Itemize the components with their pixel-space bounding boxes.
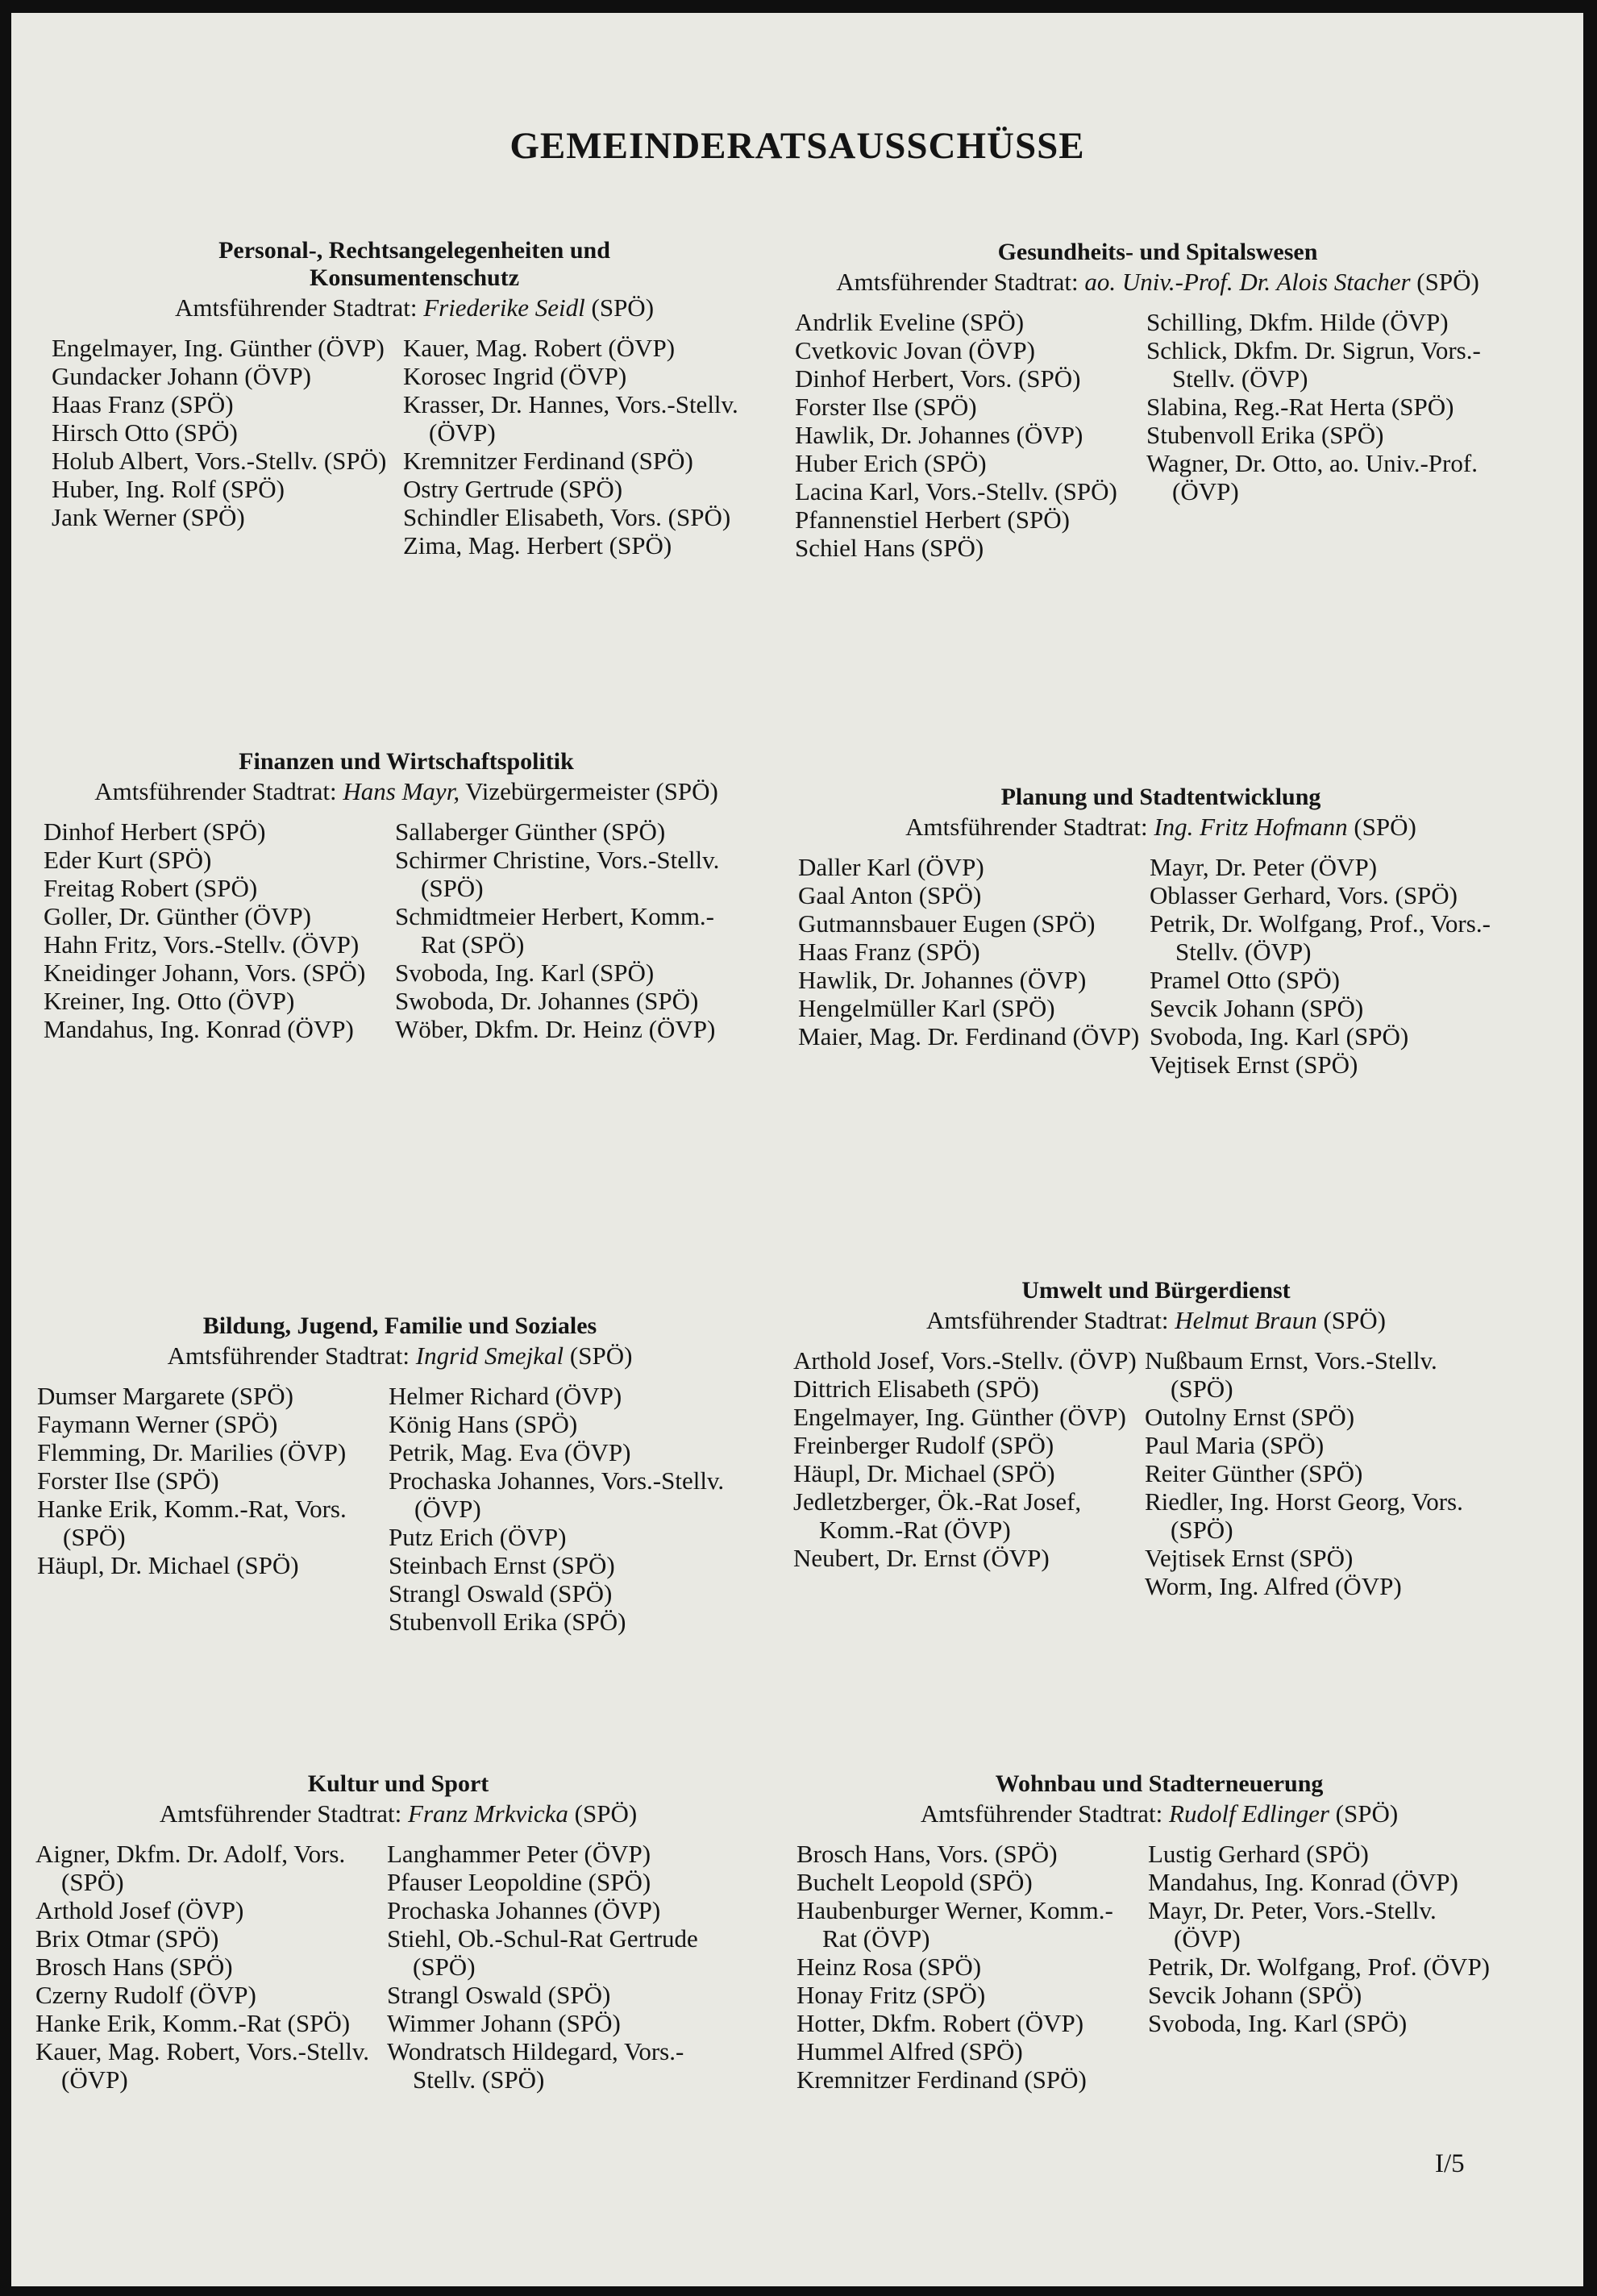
member-entry: Vejtisek Ernst (SPÖ) [1150,1050,1358,1079]
member-columns [798,853,1524,1079]
committee-chair [52,293,777,322]
member-entry: Mandahus, Ing. Konrad (ÖVP) [1148,1868,1458,1896]
chair-label: Amtsführender Stadtrat: [905,813,1154,841]
member-entry: Haas Franz (SPÖ) [798,938,980,966]
member-entry: Haubenburger Werner, Komm.-Rat (ÖVP) [796,1896,1113,1953]
member-column-left [798,853,1145,1079]
member-entry: Langhammer Peter (ÖVP) [387,1840,651,1868]
member-entry: Outolny Ernst (SPÖ) [1145,1403,1355,1431]
member-entry: Andrlik Eveline (SPÖ) [795,308,1025,336]
member-entry: Schlick, Dkfm. Dr. Sigrun, Vors.-Stellv. (ÖVP) [1146,336,1481,393]
member-entry: Paul Maria (SPÖ) [1145,1431,1325,1459]
member-column-left [793,1346,1140,1600]
chair-name: Friederike Seidl [423,293,585,322]
member-entry: Sevcik Johann (SPÖ) [1150,994,1364,1022]
committee-heading-line: Konsumentenschutz [309,264,520,291]
member-column-left [35,1840,382,2094]
member-entry: Sallaberger Günther (SPÖ) [395,817,666,846]
member-columns [44,817,769,1043]
committee-section [798,784,1524,1079]
member-entry: Petrik, Dr. Wolfgang, Prof., Vors.-Stellv. (ÖVP) [1150,909,1491,966]
committee-heading-line: Finanzen und Wirtschaftspolitik [239,748,574,775]
member-entry: Wondratsch Hildegard, Vors.-Stellv. (SPÖ) [387,2037,684,2094]
committee-heading-line: Planung und Stadtentwicklung [1000,784,1321,810]
chair-label: Amtsführender Stadtrat: [94,777,343,805]
member-entry: Gundacker Johann (ÖVP) [52,362,311,390]
chair-name: Ing. Fritz Hofmann [1154,813,1348,841]
member-entry: Schiel Hans (SPÖ) [795,534,984,562]
member-entry: Hummel Alfred (SPÖ) [796,2037,1023,2065]
chair-name: ao. Univ.-Prof. Dr. Alois Stacher [1084,268,1411,296]
committee-chair [798,813,1524,842]
member-entry: Freitag Robert (SPÖ) [44,874,258,902]
member-entry: Kreiner, Ing. Otto (ÖVP) [44,987,295,1015]
member-entry: Oblasser Gerhard, Vors. (SPÖ) [1150,881,1458,909]
member-entry: Strangl Oswald (SPÖ) [387,1981,611,2009]
committee-heading-line: Umwelt und Bürgerdienst [1021,1277,1291,1304]
member-entry: Häupl, Dr. Michael (SPÖ) [37,1551,299,1579]
member-entry: Zima, Mag. Herbert (SPÖ) [403,531,672,559]
member-entry: Heinz Rosa (SPÖ) [796,1953,982,1981]
member-entry: Huber Erich (SPÖ) [795,449,987,477]
committee-heading [796,1770,1522,1798]
member-entry: Holub Albert, Vors.-Stellv. (SPÖ) [52,447,387,475]
member-entry: Lacina Karl, Vors.-Stellv. (SPÖ) [795,477,1117,505]
member-entry: Mayr, Dr. Peter, Vors.-Stellv. (ÖVP) [1148,1896,1437,1953]
member-entry: Kremnitzer Ferdinand (SPÖ) [403,447,693,475]
committee-heading-line: Wohnbau und Stadterneuerung [995,1770,1324,1797]
member-entry: Nußbaum Ernst, Vors.-Stellv. (SPÖ) [1145,1346,1437,1403]
committee-heading-line: Bildung, Jugend, Familie und Soziales [202,1312,597,1339]
member-entry: Eder Kurt (SPÖ) [44,846,212,874]
member-entry: Pfauser Leopoldine (SPÖ) [387,1868,651,1896]
committee-heading [793,1277,1519,1304]
committee-chair [37,1341,763,1371]
member-column-right [395,817,742,1043]
member-entry: Reiter Günther (SPÖ) [1145,1459,1363,1487]
committee-heading [52,237,777,292]
member-entry: Jedletzberger, Ök.-Rat Josef, Komm.-Rat (ÖVP) [793,1487,1082,1544]
member-entry: Freinberger Rudolf (SPÖ) [793,1431,1054,1459]
committee-heading [35,1770,761,1798]
member-entry: Dinhof Herbert (SPÖ) [44,817,266,846]
member-column-left [796,1840,1143,2094]
member-entry: Hanke Erik, Komm.-Rat, Vors. (SPÖ) [37,1495,347,1551]
member-column-left [795,308,1142,562]
committee-heading-line: Kultur und Sport [307,1770,489,1797]
member-entry: Hengelmüller Karl (SPÖ) [798,994,1055,1022]
member-entry: Kauer, Mag. Robert (ÖVP) [403,334,676,362]
chair-name: Ingrid Smejkal [415,1341,564,1370]
member-entry: Pramel Otto (SPÖ) [1150,966,1340,994]
member-entry: Ostry Gertrude (SPÖ) [403,475,623,503]
member-column-right [1145,1346,1491,1600]
chair-label: Amtsführender Stadtrat: [926,1306,1175,1334]
member-column-left [37,1382,384,1636]
member-entry: Daller Karl (ÖVP) [798,853,984,881]
chair-party: (SPÖ) [568,1799,638,1828]
member-entry: Svoboda, Ing. Karl (SPÖ) [395,959,655,987]
member-entry: Kauer, Mag. Robert, Vors.-Stellv. (ÖVP) [35,2037,370,2094]
member-entry: Jank Werner (SPÖ) [52,503,245,531]
member-entry: Faymann Werner (SPÖ) [37,1410,278,1438]
member-entry: Goller, Dr. Günther (ÖVP) [44,902,311,930]
member-entry: Forster Ilse (SPÖ) [795,393,977,421]
committee-heading [795,239,1520,266]
member-entry: Brix Otmar (SPÖ) [35,1924,219,1953]
committee-section [44,748,769,1043]
committee-heading [798,784,1524,811]
committee-section [37,1312,763,1636]
member-entry: Schindler Elisabeth, Vors. (SPÖ) [403,503,731,531]
member-entry: Maier, Mag. Dr. Ferdinand (ÖVP) [798,1022,1140,1050]
member-entry: Petrik, Mag. Eva (ÖVP) [389,1438,631,1466]
committee-section [793,1277,1519,1600]
member-entry: Steinbach Ernst (SPÖ) [389,1551,615,1579]
member-entry: Häupl, Dr. Michael (SPÖ) [793,1459,1055,1487]
member-entry: Putz Erich (ÖVP) [389,1523,567,1551]
member-entry: Brosch Hans (SPÖ) [35,1953,233,1981]
member-entry: Vejtisek Ernst (SPÖ) [1145,1544,1354,1572]
chair-name: Rudolf Edlinger [1169,1799,1329,1828]
member-entry: Arthold Josef, Vors.-Stellv. (ÖVP) [793,1346,1137,1375]
chair-party: (SPÖ) [584,293,655,322]
document-page [11,13,1583,2286]
member-entry: Strangl Oswald (SPÖ) [389,1579,613,1608]
member-entry: Sevcik Johann (SPÖ) [1148,1981,1362,2009]
member-entry: Prochaska Johannes (ÖVP) [387,1896,661,1924]
member-entry: Svoboda, Ing. Karl (SPÖ) [1148,2009,1408,2037]
member-entry: Wöber, Dkfm. Dr. Heinz (ÖVP) [395,1015,716,1043]
committee-chair [35,1799,761,1828]
chair-party: (SPÖ) [1347,813,1416,841]
member-entry: Worm, Ing. Alfred (ÖVP) [1145,1572,1402,1600]
committee-chair [795,268,1520,297]
member-column-right [1150,853,1496,1079]
member-columns [35,1840,761,2094]
member-entry: Czerny Rudolf (ÖVP) [35,1981,256,2009]
member-entry: Hotter, Dkfm. Robert (ÖVP) [796,2009,1084,2037]
chair-party: (SPÖ) [1316,1306,1386,1334]
committee-chair [793,1306,1519,1335]
chair-label: Amtsführender Stadtrat: [174,293,424,322]
member-column-right [387,1840,734,2094]
member-entry: König Hans (SPÖ) [389,1410,578,1438]
chair-label: Amtsführender Stadtrat: [920,1799,1170,1828]
committee-heading-line: Gesundheits- und Spitalswesen [997,239,1318,265]
member-entry: Krasser, Dr. Hannes, Vors.-Stellv. (ÖVP) [403,390,738,447]
member-entry: Schirmer Christine, Vors.-Stellv. (SPÖ) [395,846,720,902]
member-entry: Gutmannsbauer Eugen (SPÖ) [798,909,1096,938]
committee-heading-line: Personal-, Rechtsangelegenheiten und [218,237,610,264]
chair-party: (SPÖ) [564,1341,633,1370]
member-entry: Svoboda, Ing. Karl (SPÖ) [1150,1022,1409,1050]
chair-label: Amtsführender Stadtrat: [159,1799,409,1828]
member-entry: Honay Fritz (SPÖ) [796,1981,986,2009]
member-entry: Lustig Gerhard (SPÖ) [1148,1840,1369,1868]
member-entry: Dittrich Elisabeth (SPÖ) [793,1375,1039,1403]
committee-heading [37,1312,763,1340]
member-entry: Kremnitzer Ferdinand (SPÖ) [796,2065,1087,2094]
member-entry: Helmer Richard (ÖVP) [389,1382,622,1410]
member-columns [793,1346,1519,1600]
member-entry: Pfannenstiel Herbert (SPÖ) [795,505,1070,534]
member-entry: Haas Franz (SPÖ) [52,390,234,418]
member-entry: Hahn Fritz, Vors.-Stellv. (ÖVP) [44,930,360,959]
member-entry: Hawlik, Dr. Johannes (ÖVP) [795,421,1083,449]
member-column-right [403,334,750,559]
member-entry: Flemming, Dr. Marilies (ÖVP) [37,1438,347,1466]
member-entry: Hanke Erik, Komm.-Rat (SPÖ) [35,2009,351,2037]
committee-chair [796,1799,1522,1828]
member-entry: Dinhof Herbert, Vors. (SPÖ) [795,364,1081,393]
member-entry: Stiehl, Ob.-Schul-Rat Gertrude (SPÖ) [387,1924,698,1981]
member-entry: Engelmayer, Ing. Günther (ÖVP) [793,1403,1126,1431]
member-entry: Mayr, Dr. Peter (ÖVP) [1150,853,1378,881]
member-columns [37,1382,763,1636]
member-entry: Brosch Hans, Vors. (SPÖ) [796,1840,1058,1868]
member-column-left [44,817,390,1043]
committee-section [35,1770,761,2094]
member-column-right [1148,1840,1495,2094]
member-entry: Neubert, Dr. Ernst (ÖVP) [793,1544,1050,1572]
committee-chair [44,777,769,806]
chair-party: Vizebürgermeister (SPÖ) [460,777,718,805]
member-entry: Aigner, Dkfm. Dr. Adolf, Vors. (SPÖ) [35,1840,346,1896]
member-entry: Mandahus, Ing. Konrad (ÖVP) [44,1015,354,1043]
committee-section [795,239,1520,562]
member-entry: Huber, Ing. Rolf (SPÖ) [52,475,285,503]
member-entry: Engelmayer, Ing. Günther (ÖVP) [52,334,385,362]
member-entry: Hirsch Otto (SPÖ) [52,418,238,447]
member-entry: Petrik, Dr. Wolfgang, Prof. (ÖVP) [1148,1953,1491,1981]
chair-party: (SPÖ) [1410,268,1479,296]
member-column-right [1146,308,1493,562]
member-entry: Wimmer Johann (SPÖ) [387,2009,621,2037]
member-column-right [389,1382,735,1636]
member-columns [796,1840,1522,2094]
member-entry: Riedler, Ing. Horst Georg, Vors. (SPÖ) [1145,1487,1463,1544]
member-entry: Buchelt Leopold (SPÖ) [796,1868,1033,1896]
chair-label: Amtsführender Stadtrat: [167,1341,416,1370]
member-entry: Stubenvoll Erika (SPÖ) [1146,421,1384,449]
committee-section [796,1770,1522,2094]
member-entry: Schilling, Dkfm. Hilde (ÖVP) [1146,308,1449,336]
chair-party: (SPÖ) [1329,1799,1399,1828]
member-entry: Prochaska Johannes, Vors.-Stellv. (ÖVP) [389,1466,725,1523]
member-columns [52,334,777,559]
member-entry: Kneidinger Johann, Vors. (SPÖ) [44,959,366,987]
member-columns [795,308,1520,562]
member-entry: Arthold Josef (ÖVP) [35,1896,244,1924]
member-entry: Stubenvoll Erika (SPÖ) [389,1608,626,1636]
member-entry: Korosec Ingrid (ÖVP) [403,362,627,390]
member-entry: Forster Ilse (SPÖ) [37,1466,219,1495]
chair-label: Amtsführender Stadtrat: [836,268,1085,296]
member-entry: Dumser Margarete (SPÖ) [37,1382,293,1410]
committee-heading [44,748,769,776]
page-title: GEMEINDERATSAUSSCHÜSSE [509,125,1085,167]
member-entry: Wagner, Dr. Otto, ao. Univ.-Prof. (ÖVP) [1146,449,1478,505]
member-entry: Schmidtmeier Herbert, Komm.-Rat (SPÖ) [395,902,715,959]
member-entry: Cvetkovic Jovan (ÖVP) [795,336,1035,364]
member-entry: Slabina, Reg.-Rat Herta (SPÖ) [1146,393,1454,421]
chair-name: Franz Mrkvicka [408,1799,568,1828]
member-column-left [52,334,398,559]
chair-name: Helmut Braun [1175,1306,1317,1334]
member-entry: Gaal Anton (SPÖ) [798,881,982,909]
chair-name: Hans Mayr, [343,777,460,805]
member-entry: Swoboda, Dr. Johannes (SPÖ) [395,987,699,1015]
member-entry: Hawlik, Dr. Johannes (ÖVP) [798,966,1087,994]
page-number: I/5 [1435,2149,1465,2178]
committee-section [52,237,777,559]
